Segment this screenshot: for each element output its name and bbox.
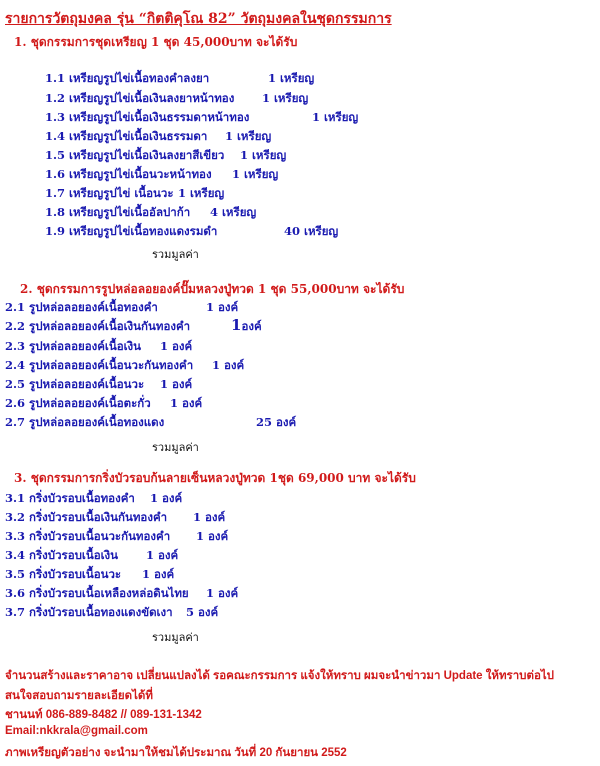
s1-item-qty: 1 เหรียญ (225, 129, 272, 143)
s2-item-name: 2.6 รูปหล่อลอยองค์เนื้อตะกั่ว (5, 396, 151, 410)
s3-item-name: 3.3 กริ่งบัวรอบเนื้อนวะกันทองคำ (5, 529, 171, 543)
s3-item-name: 3.5 กริ่งบัวรอบเนื้อนวะ (5, 567, 122, 581)
s2-item-qty: 1 องค์ (160, 339, 193, 353)
s2-item-name: 2.5 รูปหล่อลอยองค์เนื้อนวะ (5, 377, 145, 391)
s1-item-qty: 1 เหรียญ (232, 167, 279, 181)
s1-item-qty: 1 เหรียญ (240, 148, 287, 162)
contact-phone: ชานนท์ 086-889-8482 // 089-131-1342 (5, 709, 202, 721)
s1-item-name: 1.1 เหรียญรูปไข่เนื้อทองคำลงยา (45, 71, 210, 85)
s3-item-qty: 1 องค์ (142, 567, 175, 581)
s3-item-qty: 1 องค์ (193, 510, 226, 524)
contact-email: Email:nkkrala@gmail.com (5, 725, 148, 737)
s1-item-qty: 1 เหรียญ (178, 186, 225, 200)
s2-item-qty (231, 316, 262, 336)
s2-item-name: 2.7 รูปหล่อลอยองค์เนื้อทองแดง (5, 415, 165, 429)
s1-item-qty: 4 เหรียญ (210, 205, 257, 219)
section-3-heading: 3. ชุดกรรมการกริ่งบัวรอบก้นลายเซ็นหลวงปู่ทวด 1ชุด 69,000 บาท จะได้รับ (14, 471, 416, 485)
s3-item-qty: 1 องค์ (196, 529, 229, 543)
section-1-total: รวมมูลค่า (152, 248, 199, 261)
s3-item-qty: 1 องค์ (206, 586, 239, 600)
s1-item-name: 1.5 เหรียญรูปไข่เนื้อเงินลงยาสีเขียว (45, 148, 225, 162)
s2-item-name: 2.2 รูปหล่อลอยองค์เนื้อเงินกันทองคำ (5, 319, 191, 333)
s1-item-name: 1.2 เหรียญรูปไข่เนื้อเงินลงยาหน้าทอง (45, 91, 235, 105)
section-2-heading: 2. ชุดกรรมการรูปหล่อลอยองค์ปั๊มหลวงปู่ทวด 1 ชุด 55,000บาท จะได้รับ (20, 282, 405, 296)
s3-item-name: 3.7 กริ่งบัวรอบเนื้อทองแดงขัดเงา (5, 605, 173, 619)
s2-item-name: 2.3 รูปหล่อลอยองค์เนื้อเงิน (5, 339, 142, 353)
s2-item-qty: 1 องค์ (160, 377, 193, 391)
notice-text: จำนวนสร้างและราคาอาจ เปลี่ยนแปลงได้ รอคณะกรรมการ แจ้งให้ทราบ ผมจะนำข่าวมา Update ให้ทราบต่อไป (5, 670, 554, 682)
contact-intro: สนใจสอบถามรายละเอียดได้ที่ (5, 690, 153, 702)
s3-item-name: 3.1 กริ่งบัวรอบเนื้อทองคำ (5, 491, 135, 505)
section-2-total: รวมมูลค่า (152, 441, 199, 454)
preview-date-note: ภาพเหรียญตัวอย่าง จะนำมาให้ชมได้ประมาณ วันที่ 20 กันยายน 2552 (5, 747, 347, 759)
s2-item-qty: 1 องค์ (206, 300, 239, 314)
s2-item-qty: 25 องค์ (256, 415, 297, 429)
s3-item-name: 3.4 กริ่งบัวรอบเนื้อเงิน (5, 548, 119, 562)
s1-item-name: 1.8 เหรียญรูปไข่เนื้ออัลปาก้า (45, 205, 191, 219)
s2-item-qty-number: 1 (231, 316, 242, 334)
s1-item-qty: 40 เหรียญ (284, 224, 339, 238)
s1-item-qty: 1 เหรียญ (312, 110, 359, 124)
s2-item-qty-unit: องค์ (241, 319, 262, 333)
s1-item-name: 1.6 เหรียญรูปไข่เนื้อนวะหน้าทอง (45, 167, 212, 181)
s3-item-qty: 1 องค์ (146, 548, 179, 562)
s1-item-name: 1.7 เหรียญรูปไข่ เนื้อนวะ (45, 186, 174, 200)
s3-item-qty: 1 องค์ (150, 491, 183, 505)
page-title: รายการวัตถุมงคล รุ่น “กิตติคุโณ 82” วัตถุมงคลในชุดกรรมการ (5, 11, 392, 27)
s1-item-qty: 1 เหรียญ (268, 71, 315, 85)
s2-item-name: 2.4 รูปหล่อลอยองค์เนื้อนวะกันทองคำ (5, 358, 194, 372)
s1-item-name: 1.4 เหรียญรูปไข่เนื้อเงินธรรมดา (45, 129, 208, 143)
section-1-heading: 1. ชุดกรรมการชุดเหรียญ 1 ชุด 45,000บาท จะได้รับ (14, 35, 298, 49)
s2-item-qty: 1 องค์ (212, 358, 245, 372)
s1-item-qty: 1 เหรียญ (262, 91, 309, 105)
s2-item-qty: 1 องค์ (170, 396, 203, 410)
s3-item-name: 3.2 กริ่งบัวรอบเนื้อเงินกันทองคำ (5, 510, 168, 524)
section-3-total: รวมมูลค่า (152, 631, 199, 644)
s2-item-name: 2.1 รูปหล่อลอยองค์เนื้อทองคำ (5, 300, 158, 314)
s1-item-name: 1.9 เหรียญรูปไข่เนื้อทองแดงรมดำ (45, 224, 218, 238)
s3-item-qty: 5 องค์ (186, 605, 219, 619)
s1-item-name: 1.3 เหรียญรูปไข่เนื้อเงินธรรมดาหน้าทอง (45, 110, 250, 124)
s3-item-name: 3.6 กริ่งบัวรอบเนื้อเหลืองหล่อดินไทย (5, 586, 189, 600)
